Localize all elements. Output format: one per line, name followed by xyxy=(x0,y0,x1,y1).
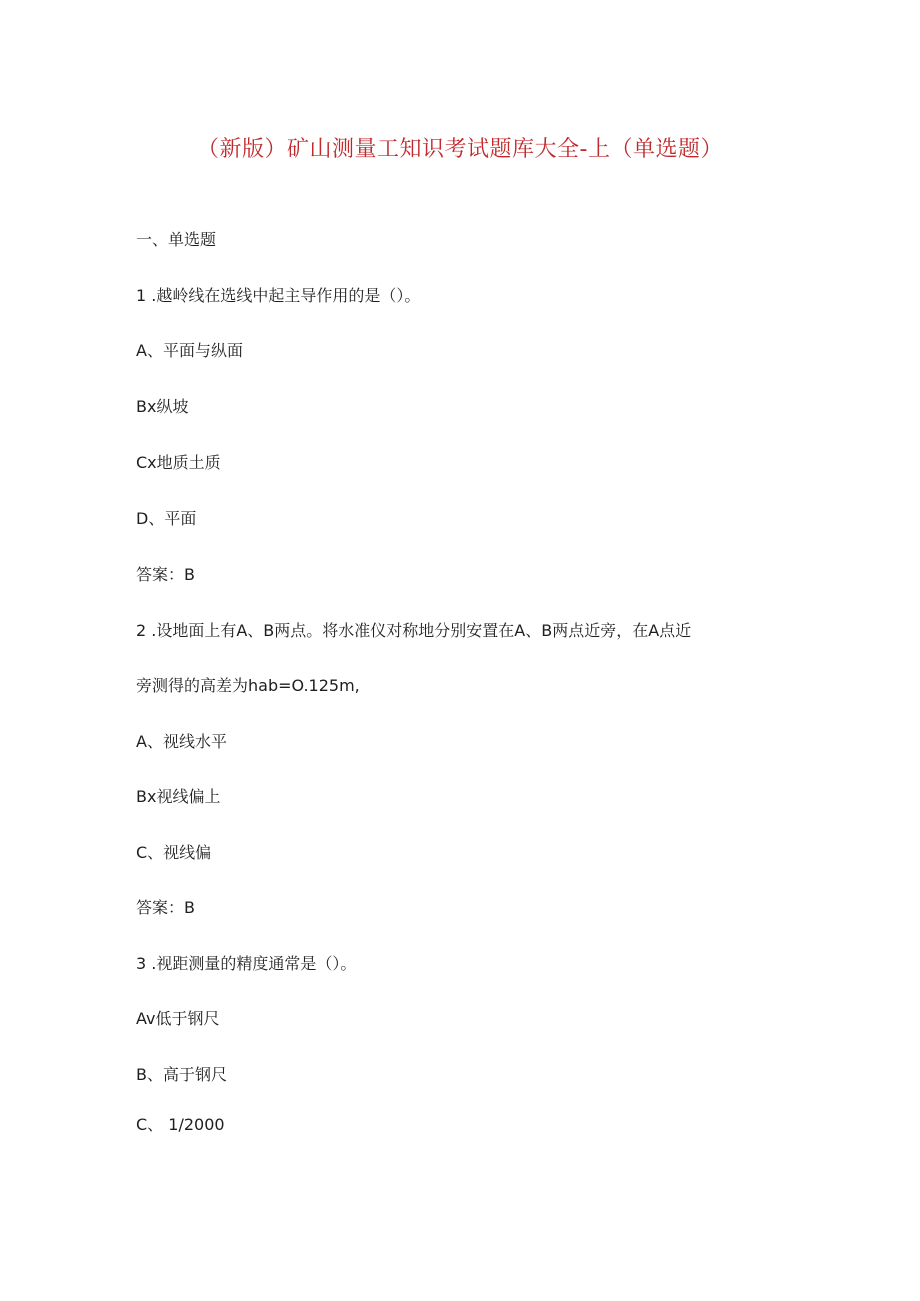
question-1-stem: 1 .越岭线在选线中起主导作用的是（）。 xyxy=(136,286,421,305)
question-2-option-c: C、视线偏 xyxy=(136,843,212,862)
question-3-stem: 3 .视距测量的精度通常是（）。 xyxy=(136,954,357,973)
question-1-option-a: A、平面与纵面 xyxy=(136,341,243,360)
question-2-stem-line-2: 旁测得的高差为hab=O.125m, xyxy=(136,676,360,695)
section-heading: 一、单选题 xyxy=(136,230,217,249)
question-3-option-c: C、 1/2000 xyxy=(136,1115,225,1134)
question-3-option-a: Av低于钢尺 xyxy=(136,1009,220,1028)
question-2-answer: 答案：B xyxy=(136,898,195,917)
question-1-option-d: D、平面 xyxy=(136,509,197,528)
question-2-option-a: A、视线水平 xyxy=(136,732,227,751)
question-2-option-b: Bx视线偏上 xyxy=(136,787,221,806)
question-1-answer: 答案：B xyxy=(136,565,195,584)
question-2-stem-line-1: 2 .设地面上有A、B两点。将水准仪对称地分别安置在A、B两点近旁，在A点近 xyxy=(136,621,692,640)
question-1-option-b: Bx纵坡 xyxy=(136,397,189,416)
question-3-option-b: B、高于钢尺 xyxy=(136,1065,227,1084)
question-1-option-c: Cx地质土质 xyxy=(136,453,221,472)
document-title: （新版）矿山测量工知识考试题库大全-上（单选题） xyxy=(197,137,723,162)
